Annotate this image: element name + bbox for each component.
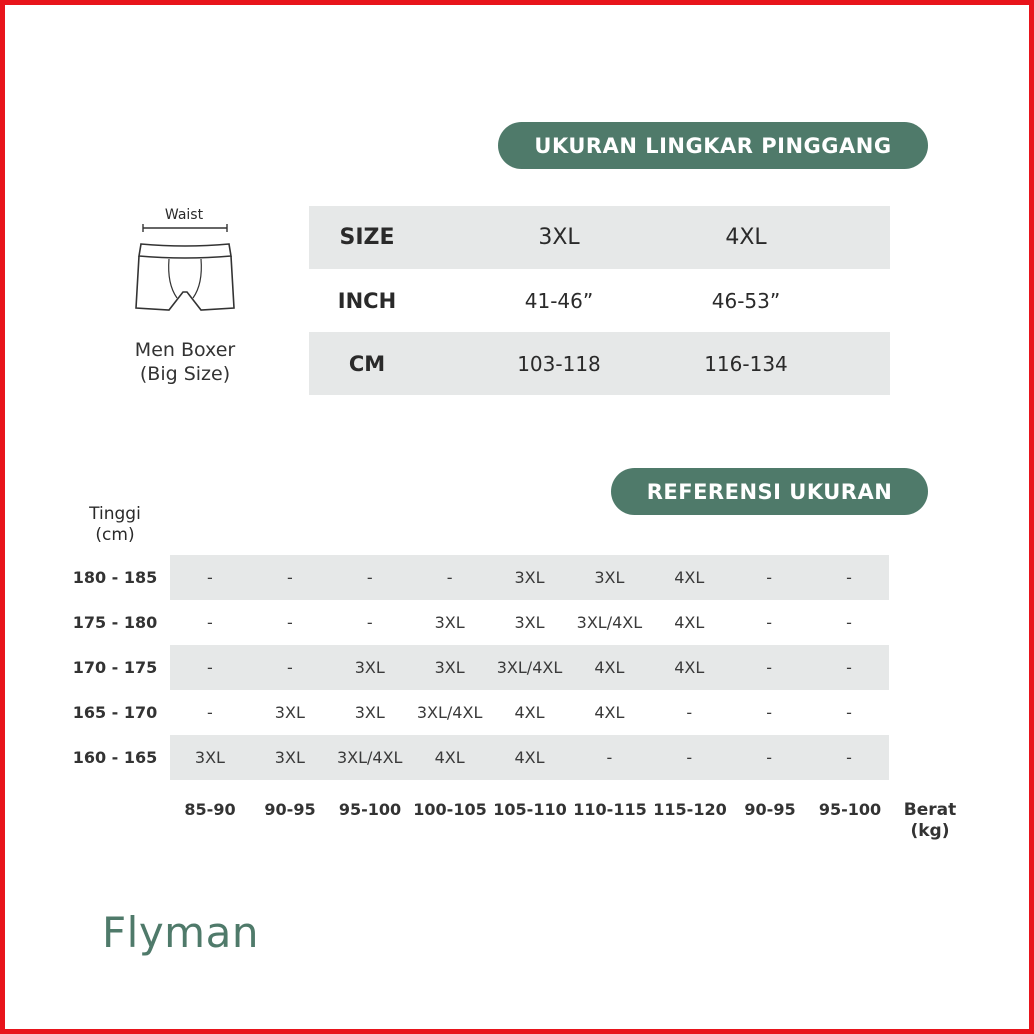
row-label: SIZE: [339, 225, 395, 250]
height-label: Tinggi: [89, 504, 141, 524]
weight-range-label: 100-105: [413, 800, 487, 819]
table-cell: -: [207, 613, 213, 632]
weight-range-label: 95-100: [338, 800, 402, 819]
table-cell: 116-134: [704, 351, 788, 376]
table-cell: -: [686, 748, 693, 767]
table-row: [60, 555, 889, 600]
table-cell: -: [846, 613, 852, 632]
waist-size-heading: UKURAN LINGKAR PINGGANG: [498, 122, 928, 169]
size-reference-table: [60, 555, 889, 780]
table-cell: 3XL/4XL: [336, 748, 403, 767]
weight-range-label: 105-110: [493, 800, 567, 819]
table-cell: 4XL: [514, 748, 545, 767]
table-cell: -: [766, 748, 773, 767]
weight-label: Berat: [903, 800, 957, 820]
table-cell: -: [766, 568, 773, 587]
table-cell: 3XL/4XL: [496, 658, 563, 677]
table-row: [60, 690, 889, 735]
table-cell: 103-118: [517, 351, 601, 376]
table-cell: 41-46”: [524, 288, 594, 313]
table-cell: 4XL: [594, 703, 625, 722]
weight-range-label: 90-95: [744, 800, 796, 819]
table-cell: 3XL: [538, 225, 580, 250]
table-row: [309, 332, 890, 395]
height-range-label: 175 - 180: [72, 613, 158, 632]
table-cell: -: [766, 613, 773, 632]
table-cell: 4XL: [674, 568, 705, 587]
boxer-illustration-icon: [133, 222, 237, 314]
height-axis-label: [75, 504, 155, 546]
weight-axis: [170, 800, 890, 819]
weight-range-label: 90-95: [264, 800, 316, 819]
row-cells: [170, 555, 889, 600]
height-unit: (cm): [95, 525, 135, 545]
table-row: [309, 206, 890, 269]
table-cell: 46-53”: [711, 288, 781, 313]
size-reference-heading: REFERENSI UKURAN: [611, 468, 928, 515]
table-cell: -: [606, 748, 613, 767]
table-cell: -: [686, 703, 693, 722]
table-cell: 3XL: [354, 658, 385, 677]
table-cell: -: [766, 703, 773, 722]
table-row: [60, 600, 889, 645]
table-cell: 4XL: [674, 613, 705, 632]
table-row: [60, 735, 889, 780]
table-cell: -: [366, 568, 373, 587]
table-cell: 3XL: [194, 748, 225, 767]
row-label: CM: [348, 351, 386, 376]
table-cell: -: [846, 568, 852, 587]
table-cell: -: [366, 613, 373, 632]
table-cell: -: [446, 568, 453, 587]
table-cell: -: [846, 748, 852, 767]
table-cell: -: [286, 568, 293, 587]
row-cells: [170, 600, 889, 645]
table-cell: 3XL: [514, 568, 545, 587]
table-cell: 3XL: [434, 613, 465, 632]
table-cell: -: [207, 568, 213, 587]
table-cell: 3XL: [354, 703, 385, 722]
weight-range-label: 110-115: [573, 800, 647, 819]
table-cell: 4XL: [514, 703, 545, 722]
table-cell: 3XL: [274, 748, 305, 767]
table-cell: 3XL: [594, 568, 625, 587]
waist-size-table: [309, 206, 890, 395]
table-cell: -: [846, 703, 852, 722]
waist-label: Waist: [164, 207, 204, 223]
table-cell: 4XL: [434, 748, 465, 767]
table-row: [309, 269, 890, 332]
height-range-label: 180 - 185: [72, 568, 158, 587]
table-cell: -: [766, 658, 773, 677]
weight-axis-label: [898, 800, 962, 842]
weight-range-label: 115-120: [653, 800, 727, 819]
brand-logo: Flyman: [102, 908, 259, 957]
table-cell: -: [286, 658, 293, 677]
table-row: [60, 645, 889, 690]
table-cell: -: [846, 658, 852, 677]
table-cell: -: [207, 658, 213, 677]
height-range-label: 165 - 170: [72, 703, 158, 722]
table-cell: -: [207, 703, 213, 722]
table-cell: 4XL: [594, 658, 625, 677]
table-cell: 4XL: [725, 225, 767, 250]
row-cells: [170, 690, 889, 735]
table-cell: 3XL: [514, 613, 545, 632]
product-variant: (Big Size): [139, 363, 231, 385]
product-caption: [105, 338, 265, 386]
height-range-label: 170 - 175: [72, 658, 158, 677]
table-cell: 3XL: [434, 658, 465, 677]
table-cell: -: [286, 613, 293, 632]
table-cell: 3XL/4XL: [576, 613, 643, 632]
product-name: Men Boxer: [134, 339, 236, 361]
row-cells: [170, 645, 889, 690]
table-cell: 3XL: [274, 703, 305, 722]
weight-range-label: 85-90: [184, 800, 236, 819]
row-cells: [170, 735, 889, 780]
table-cell: 3XL/4XL: [416, 703, 483, 722]
row-label: INCH: [337, 288, 397, 313]
weight-range-label: 95-100: [818, 800, 882, 819]
weight-unit: (kg): [910, 821, 950, 841]
height-range-label: 160 - 165: [72, 748, 158, 767]
table-cell: 4XL: [674, 658, 705, 677]
